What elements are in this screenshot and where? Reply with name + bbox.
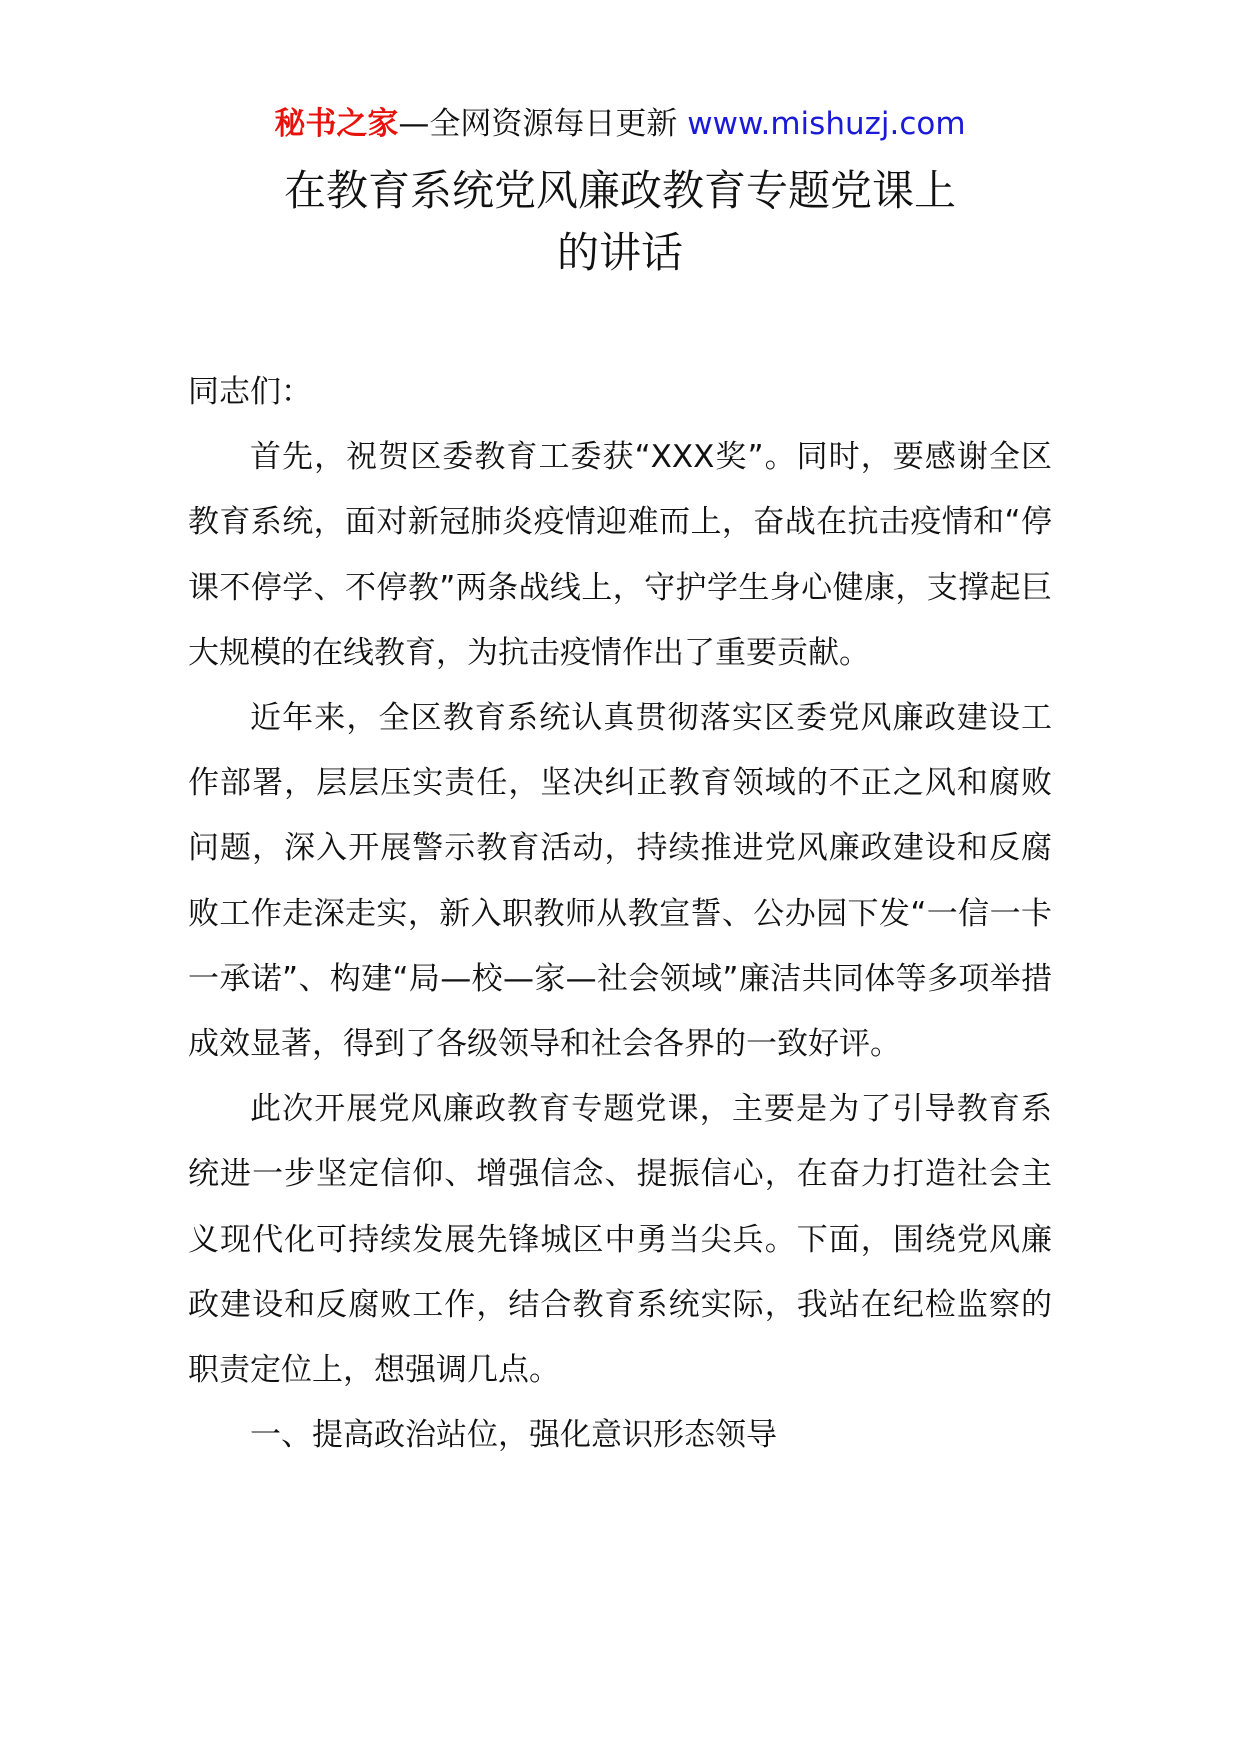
banner-url: www.mishuzj.com (687, 106, 966, 142)
paragraph-3: 此次开展党风廉政教育专题党课，主要是为了引导教育系统进一步坚定信仰、增强信念、提振信心，在奋力打造社会主义现代化可持续发展先锋城区中勇当尖兵。下面，围绕党风廉政建设和反腐败工作，结合教育系统实际，我站在纪检监察的职责定位上，想强调几点。 (188, 1091, 1052, 1389)
paragraph-2: 近年来，全区教育系统认真贯彻落实区委党风廉政建设工作部署，层层压实责任，坚决纠正教育领域的不正之风和腐败问题，深入开展警示教育活动，持续推进党风廉政建设和反腐败工作走深走实，新入职教师从教宣誓、公办园下发“一信一卡一承诺”、构建“局—校—家—社会领域”廉洁共同体等多项举措成效显著，得到了各级领导和社会各界的一致好评。 (188, 700, 1052, 1063)
document-title (0, 160, 1240, 284)
banner-slogan: —全网资源每日更新 (398, 106, 688, 142)
salutation: 同志们： (188, 374, 312, 410)
title-line-2: 的讲话 (556, 228, 683, 277)
section-heading: 一、提高政治站位，强化意识形态领导 (250, 1417, 777, 1454)
brand-name: 秘书之家 (274, 106, 399, 142)
document-body (188, 360, 1052, 1468)
site-banner (0, 104, 1240, 144)
title-line-1: 在教育系统党风廉政教育专题党课上 (283, 166, 956, 215)
paragraph-1: 首先，祝贺区委教育工委获“XXX奖”。同时，要感谢全区教育系统，面对新冠肺炎疫情迎难而上，奋战在抗击疫情和“停课不停学、不停教”两条战线上，守护学生身心健康，支撑起巨大规模的在线教育，为抗击疫情作出了重要贡献。 (188, 439, 1052, 671)
